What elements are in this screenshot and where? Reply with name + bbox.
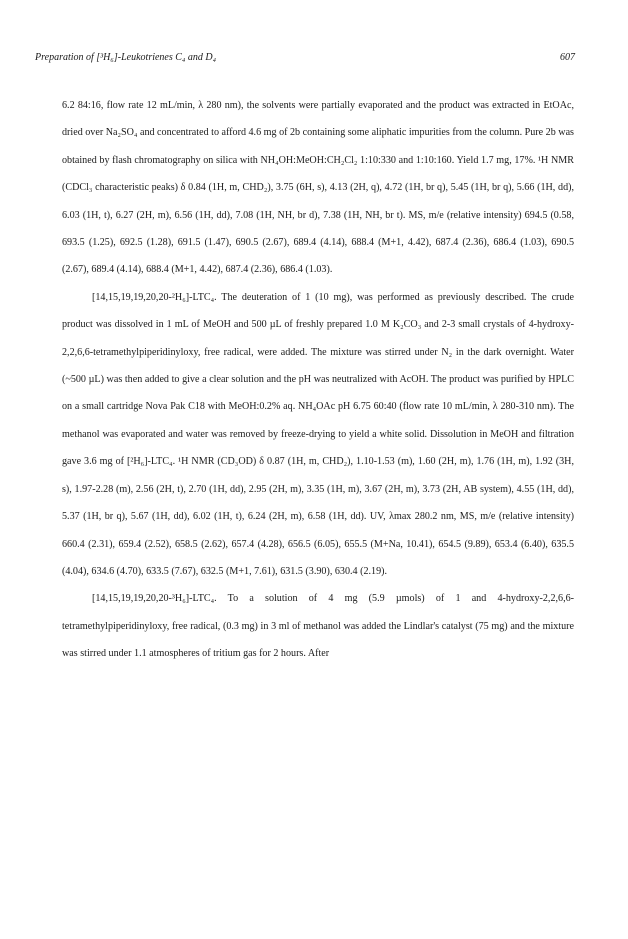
running-head: Preparation of [³H₆]-Leukotrienes C₄ and D₄ — [35, 52, 217, 63]
paragraph-deuterated-ltc4: [14,15,19,19,20,20-²H₆]-LTC₄. The deuteration of 1 (10 mg), was performed as previously described. The crude product was dissolved in 1 mL of MeOH and 500 µL of freshly prepared 1.0 M K₂CO₃ and 2-3 small crystals of 4-hydroxy-2,2,6,6-tetramethylpiperidinyloxy, free radical, were added. The mixture was stirred under N₂ in the dark overnight. Water (~500 µL) was then added to give a clear solution and the pH was neutralized with AcOH. The product was purified by HPLC on a small cartridge Nova Pak C18 with MeOH:0.2% aq. NH₄OAc pH 6.75 60:40 (flow rate 10 mL/min, λ 280-310 nm). The methanol was evaporated and water was removed by freeze-drying to yield a white solid. Dissolution in MeOH and filtration gave 3.6 mg of [²H₆]-LTC₄. ¹H NMR (CD₃OD) δ 0.87 (1H, m, CHD₂), 1.10-1.53 (m), 1.60 (2H, m), 1.76 (1H, m), 1.92 (3H, s), 1.97-2.28 (m), 2.56 (2H, t), 2.70 (1H, dd), 2.95 (2H, m), 3.35 (1H, m), 3.67 (2H, m), 3.73 (2H, AB system), 4.55 (1H, dd), 5.37 (1H, br q), 5.67 (1H, dd), 6.02 (1H, t), 6.24 (2H, m), 6.58 (1H, dd). UV, λmax 280.2 nm, MS, m/e (relative intensity) 660.4 (2.31), 659.4 (2.52), 658.5 (2.62), 657.4 (4.28), 656.5 (6.05), 655.5 (M+Na, 10.41), 654.5 (9.89), 653.4 (6.40), 635.5 (4.04), 634.6 (4.70), 633.5 (7.67), 632.5 (M+1, 7.61), 631.5 (3.90), 630.4 (2.19). — [62, 291, 574, 577]
paragraph-tritiated-ltc4: [14,15,19,19,20,20-³H₆]-LTC₄. To a solution of 4 mg (5.9 µmols) of 1 and 4-hydroxy-2,2,6,6-tetramethylpiperidinyloxy, free radical, (0.3 mg) in 3 ml of methanol was added the Lindlar's catalyst (75 mg) and the mixture was stirred under 1.1 atmospheres of tritium gas for 2 hours. After — [62, 593, 574, 660]
paragraph-continuation: 6.2 84:16, flow rate 12 mL/min, λ 280 nm), the solvents were partially evaporated and the product was extracted in EtOAc, dried over Na₂SO₄ and concentrated to afford 4.6 mg of 2b containing some aliphatic impurities from the column. Pure 2b was obtained by flash chromatography on silica with NH₄OH:MeOH:CH₂Cl₂ 1:10:330 and 1:10:160. Yield 1.7 mg, 17%. ¹H NMR (CDCl₃ characteristic peaks) δ 0.84 (1H, m, CHD₂), 3.75 (6H, s), 4.13 (2H, q), 4.72 (1H, br q), 5.45 (1H, br q), 5.66 (1H, dd), 6.03 (1H, t), 6.27 (2H, m), 6.56 (1H, dd), 7.08 (1H, NH, br d), 7.38 (1H, NH, br t). MS, m/e (relative intensity) 694.5 (0.58, 693.5 (1.25), 692.5 (1.28), 691.5 (1.47), 690.5 (2.67), 689.4 (4.14), 688.4 (M+1, 4.42), 687.4 (2.36), 686.4 (1.03), 690.5 (2.67), 689.4 (4.14), 688.4 (M+1, 4.42), 687.4 (2.36), 686.4 (1.03). — [62, 100, 574, 276]
body-text — [62, 92, 574, 668]
page-number: 607 — [560, 52, 575, 63]
